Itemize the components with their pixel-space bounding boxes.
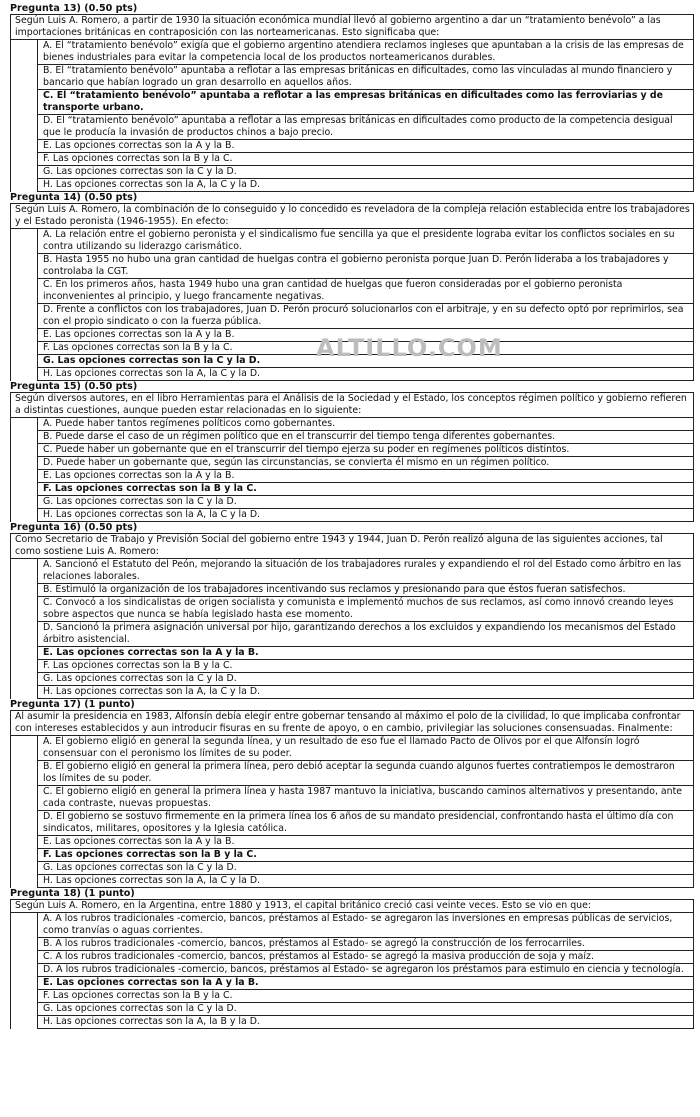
question-header: Pregunta 13) (0.50 pts)	[10, 3, 138, 14]
question-stem: Según Luis A. Romero, la combinación de lo conseguido y lo concedido es reveladora de la compleja relación establecida entre los trabajadores y el Estado peronista (1946-1955). En efecto:	[11, 204, 693, 229]
answer-option[interactable]: C. En los primeros años, hasta 1949 hubo una gran cantidad de huelgas que fueron consideradas por el gobierno peronista inconvenientes al principio, y luego francamente negativas.	[37, 279, 693, 304]
answer-option[interactable]: A. El gobierno eligió en general la segunda línea, y un resultado de eso fue el llamado Pacto de Olivos por el que Alfonsín logró consensuar con el peronismo los límites de su poder.	[37, 736, 693, 761]
answer-option-selected[interactable]: E. Las opciones correctas son la A y la B.	[37, 977, 693, 990]
question-stem: Como Secretario de Trabajo y Previsión Social del gobierno entre 1943 y 1944, Juan D. Perón realizó alguna de las siguientes acciones, tal como sostiene Luis A. Romero:	[11, 534, 693, 559]
answer-option[interactable]: D. El gobierno se sostuvo firmemente en la primera línea los 6 años de su mandato presidencial, confrontando hasta el último día con sindicatos, militares, opositores y la Iglesia católica.	[37, 811, 693, 836]
answer-option[interactable]: H. Las opciones correctas son la A, la C y la D.	[37, 686, 693, 699]
answer-option-selected[interactable]: C. El “tratamiento benévolo” apuntaba a reflotar a las empresas británicas en dificultades como las ferroviarias y de transporte urbano.	[37, 90, 693, 115]
answer-option[interactable]: F. Las opciones correctas son la B y la C.	[37, 990, 693, 1003]
question-block	[10, 710, 694, 888]
answer-option[interactable]: F. Las opciones correctas son la B y la C.	[37, 342, 693, 355]
question-stem: Según diversos autores, en el libro Herramientas para el Análisis de la Sociedad y el Estado, los conceptos régimen político y gobierno refieren a distintas cuestiones, aunque pueden estar relacionadas en lo siguiente:	[11, 393, 693, 418]
question-header: Pregunta 17) (1 punto)	[10, 699, 135, 710]
answer-option[interactable]: C. Puede haber un gobernante que en el transcurrir del tiempo ejerza su poder en regímenes políticos distintos.	[37, 444, 693, 457]
answer-option[interactable]: C. Convocó a los sindicalistas de origen socialista y comunista e implementó muchos de sus reclamos, así como innovó creando leyes sobre aspectos que nunca se había legislado hasta ese momento.	[37, 597, 693, 622]
answer-option[interactable]: D. A los rubros tradicionales -comercio, bancos, préstamos al Estado- se agregaron los préstamos para estimulo en ciencia y tecnología.	[37, 964, 693, 977]
answer-option[interactable]: B. A los rubros tradicionales -comercio, bancos, préstamos al Estado- se agregó la construcción de los ferrocarriles.	[37, 938, 693, 951]
answer-option[interactable]: D. Sancionó la primera asignación universal por hijo, garantizando derechos a los excluidos y expandiendo los mecanismos del Estado árbitro asistencial.	[37, 622, 693, 647]
question-header: Pregunta 14) (0.50 pts)	[10, 192, 138, 203]
answer-option-selected[interactable]: E. Las opciones correctas son la A y la B.	[37, 647, 693, 660]
answer-option[interactable]: B. Puede darse el caso de un régimen político que en el transcurrir del tiempo tenga diferentes gobernantes.	[37, 431, 693, 444]
answer-option[interactable]: G. Las opciones correctas son la C y la D.	[37, 1003, 693, 1016]
answer-option[interactable]: E. Las opciones correctas son la A y la B.	[37, 836, 693, 849]
answer-option[interactable]: H. Las opciones correctas son la A, la C y la D.	[37, 509, 693, 522]
answer-option[interactable]: C. A los rubros tradicionales -comercio, bancos, préstamos al Estado- se agregó la masiva producción de soja y maíz.	[37, 951, 693, 964]
answer-option[interactable]: F. Las opciones correctas son la B y la C.	[37, 153, 693, 166]
question-header: Pregunta 15) (0.50 pts)	[10, 381, 138, 392]
answer-option[interactable]: G. Las opciones correctas son la C y la D.	[37, 673, 693, 686]
question-block	[10, 203, 694, 381]
question-header: Pregunta 16) (0.50 pts)	[10, 522, 138, 533]
answer-option[interactable]: A. La relación entre el gobierno peronista y el sindicalismo fue sencilla ya que el presidente lograba evitar los conflictos sociales en su contra utilizando su liderazgo carismático.	[37, 229, 693, 254]
answer-option[interactable]: A. Sancionó el Estatuto del Peón, mejorando la situación de los trabajadores rurales y expandiendo el rol del Estado como árbitro en las relaciones laborales.	[37, 559, 693, 584]
answer-option-selected[interactable]: F. Las opciones correctas son la B y la C.	[37, 849, 693, 862]
answer-option[interactable]: D. El “tratamiento benévolo” apuntaba a reflotar a las empresas británicas en dificultades como producto de la competencia desigual que le producía la invasión de productos chinos a bajo precio.	[37, 115, 693, 140]
answer-option[interactable]: E. Las opciones correctas son la A y la B.	[37, 470, 693, 483]
answer-option[interactable]: B. El gobierno eligió en general la primera línea, pero debió aceptar la segunda cuando algunos fuertes contratiempos le demostraron los límites de su poder.	[37, 761, 693, 786]
answer-option[interactable]: D. Puede haber un gobernante que, según las circunstancias, se convierta él mismo en un régimen político.	[37, 457, 693, 470]
answer-option[interactable]: H. Las opciones correctas son la A, la C y la D.	[37, 368, 693, 381]
answer-option[interactable]: A. A los rubros tradicionales -comercio, bancos, préstamos al Estado- se agregaron las inversiones en empresas públicas de servicios, como tranvías o aguas corrientes.	[37, 913, 693, 938]
question-block	[10, 14, 694, 192]
answer-option[interactable]: B. Hasta 1955 no hubo una gran cantidad de huelgas contra el gobierno peronista porque Juan D. Perón lideraba a los trabajadores y controlaba la CGT.	[37, 254, 693, 279]
answer-option[interactable]: A. Puede haber tantos regímenes políticos como gobernantes.	[37, 418, 693, 431]
answer-option[interactable]: G. Las opciones correctas son la C y la D.	[37, 166, 693, 179]
answer-option[interactable]: E. Las opciones correctas son la A y la B.	[37, 140, 693, 153]
answer-option[interactable]: F. Las opciones correctas son la B y la C.	[37, 660, 693, 673]
question-stem: Según Luis A. Romero, en la Argentina, entre 1880 y 1913, el capital británico creció casi veinte veces. Esto se vio en que:	[11, 900, 693, 913]
answer-option-selected[interactable]: G. Las opciones correctas son la C y la D.	[37, 355, 693, 368]
answer-option[interactable]: H. Las opciones correctas son la A, la B y la D.	[37, 1016, 693, 1029]
answer-option[interactable]: E. Las opciones correctas son la A y la B.	[37, 329, 693, 342]
question-list	[10, 3, 694, 1029]
answer-option[interactable]: H. Las opciones correctas son la A, la C y la D.	[37, 179, 693, 192]
answer-option[interactable]: B. El “tratamiento benévolo” apuntaba a reflotar a las empresas británicas en dificultades, como las vinculadas al mundo financiero y bancario que habían logrado un gran desarrollo en aquellos años.	[37, 65, 693, 90]
question-stem: Según Luis A. Romero, a partir de 1930 la situación económica mundial llevó al gobierno argentino a dar un “tratamiento benévolo” a las importaciones británicas en contraposición con las norteamericanas. Esto significaba que:	[11, 15, 693, 40]
question-header: Pregunta 18) (1 punto)	[10, 888, 135, 899]
answer-option-selected[interactable]: F. Las opciones correctas son la B y la C.	[37, 483, 693, 496]
question-block	[10, 899, 694, 1029]
answer-option[interactable]: G. Las opciones correctas son la C y la D.	[37, 496, 693, 509]
question-block	[10, 392, 694, 522]
answer-option[interactable]: D. Frente a conflictos con los trabajadores, Juan D. Perón procuró solucionarlos con el arbitraje, y en su defecto optó por reprimirlos, sea con el propio sindicato o con la fuerza pública.	[37, 304, 693, 329]
answer-option[interactable]: B. Estimuló la organización de los trabajadores incentivando sus reclamos y presionando para que éstos fueran satisfechos.	[37, 584, 693, 597]
answer-option[interactable]: G. Las opciones correctas son la C y la D.	[37, 862, 693, 875]
answer-option[interactable]: A. El “tratamiento benévolo” exigía que el gobierno argentino atendiera reclamos ingleses que apuntaban a la crisis de las empresas de bienes industriales para evitar la competencia local de los productos norteamericanos durables.	[37, 40, 693, 65]
answer-option[interactable]: H. Las opciones correctas son la A, la C y la D.	[37, 875, 693, 888]
question-stem: Al asumir la presidencia en 1983, Alfonsín debía elegir entre gobernar tensando al máximo el polo de la civilidad, lo que implicaba confrontar con intereses establecidos y aun introducir fisuras en su frente de apoyo, o en cambio, privilegiar las soluciones consensuadas. Finalmente:	[11, 711, 693, 736]
watermark: ALTILLO.COM	[316, 334, 503, 362]
question-block	[10, 533, 694, 699]
answer-option[interactable]: C. El gobierno eligió en general la primera línea y hasta 1987 mantuvo la iniciativa, buscando caminos alternativos y presentando, ante cada contraste, nuevas propuestas.	[37, 786, 693, 811]
